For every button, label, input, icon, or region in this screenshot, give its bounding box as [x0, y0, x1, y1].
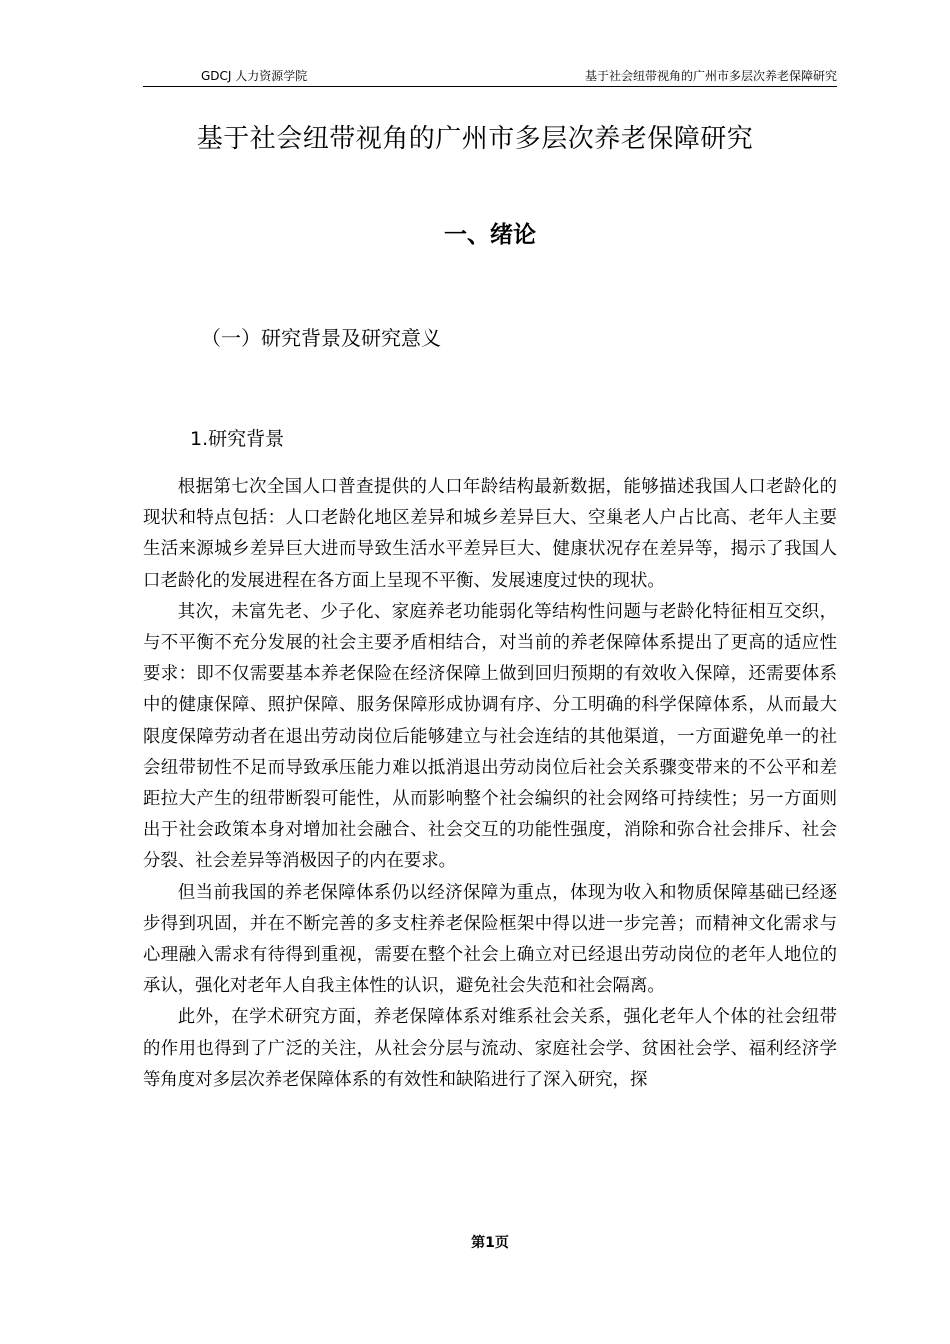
header-paper-title: 基于社会纽带视角的广州市多层次养老保障研究 — [584, 69, 837, 83]
subsubsection-heading: 1.研究背景 — [190, 428, 285, 450]
paragraph: 此外，在学术研究方面，养老保障体系对维系社会关系，强化老年人个体的社会纽带的作用也得到了广泛的关注，从社会分层与流动、家庭社会学、贫困社会学、福利经济学等角度对多层次养老保障体系的有效性和缺陷进行了深入研究，探 — [143, 1007, 837, 1090]
running-header — [143, 66, 837, 87]
document-title: 基于社会纽带视角的广州市多层次养老保障研究 — [196, 124, 754, 154]
header-institution: GDCJ 人力资源学院 — [201, 69, 308, 83]
section-heading: 一、绪论 — [444, 222, 536, 248]
page-number: 第1页 — [471, 1235, 509, 1251]
paragraph: 其次，未富先老、少子化、家庭养老功能弱化等结构性问题与老龄化特征相互交织，与不平衡不充分发展的社会主要矛盾相结合，对当前的养老保障体系提出了更高的适应性要求：即不仅需要基本养老保险在经济保障上做到回归预期的有效收入保障，还需要体系中的健康保障、照护保障、服务保障形成协调有序、分工明确的科学保障体系，从而最大限度保障劳动者在退出劳动岗位后能够建立与社会连结的其他渠道，一方面避免单一的社会纽带韧性不足而导致承压能力难以抵消退出劳动岗位后社会关系骤变带来的不公平和差距拉大产生的纽带断裂可能性，从而影响整个社会编织的社会网络可持续性；另一方面则出于社会政策本身对增加社会融合、社会交互的功能性强度，消除和弥合社会排斥、社会分裂、社会差异等消极因子的内在要求。 — [143, 601, 837, 872]
subsection-heading: （一）研究背景及研究意义 — [201, 326, 441, 350]
body-text — [143, 472, 837, 1096]
paragraph: 但当前我国的养老保障体系仍以经济保障为重点，体现为收入和物质保障基础已经逐步得到巩固，并在不断完善的多支柱养老保险框架中得以进一步完善；而精神文化需求与心理融入需求有待得到重视，需要在整个社会上确立对已经退出劳动岗位的老年人地位的承认，强化对老年人自我主体性的认识，避免社会失范和社会隔离。 — [143, 882, 837, 997]
paragraph: 根据第七次全国人口普查提供的人口年龄结构最新数据，能够描述我国人口老龄化的现状和特点包括：人口老龄化地区差异和城乡差异巨大、空巢老人户占比高、老年人主要生活来源城乡差异巨大进而导致生活水平差异巨大、健康状况存在差异等，揭示了我国人口老龄化的发展进程在各方面上呈现不平衡、发展速度过快的现状。 — [143, 477, 837, 591]
